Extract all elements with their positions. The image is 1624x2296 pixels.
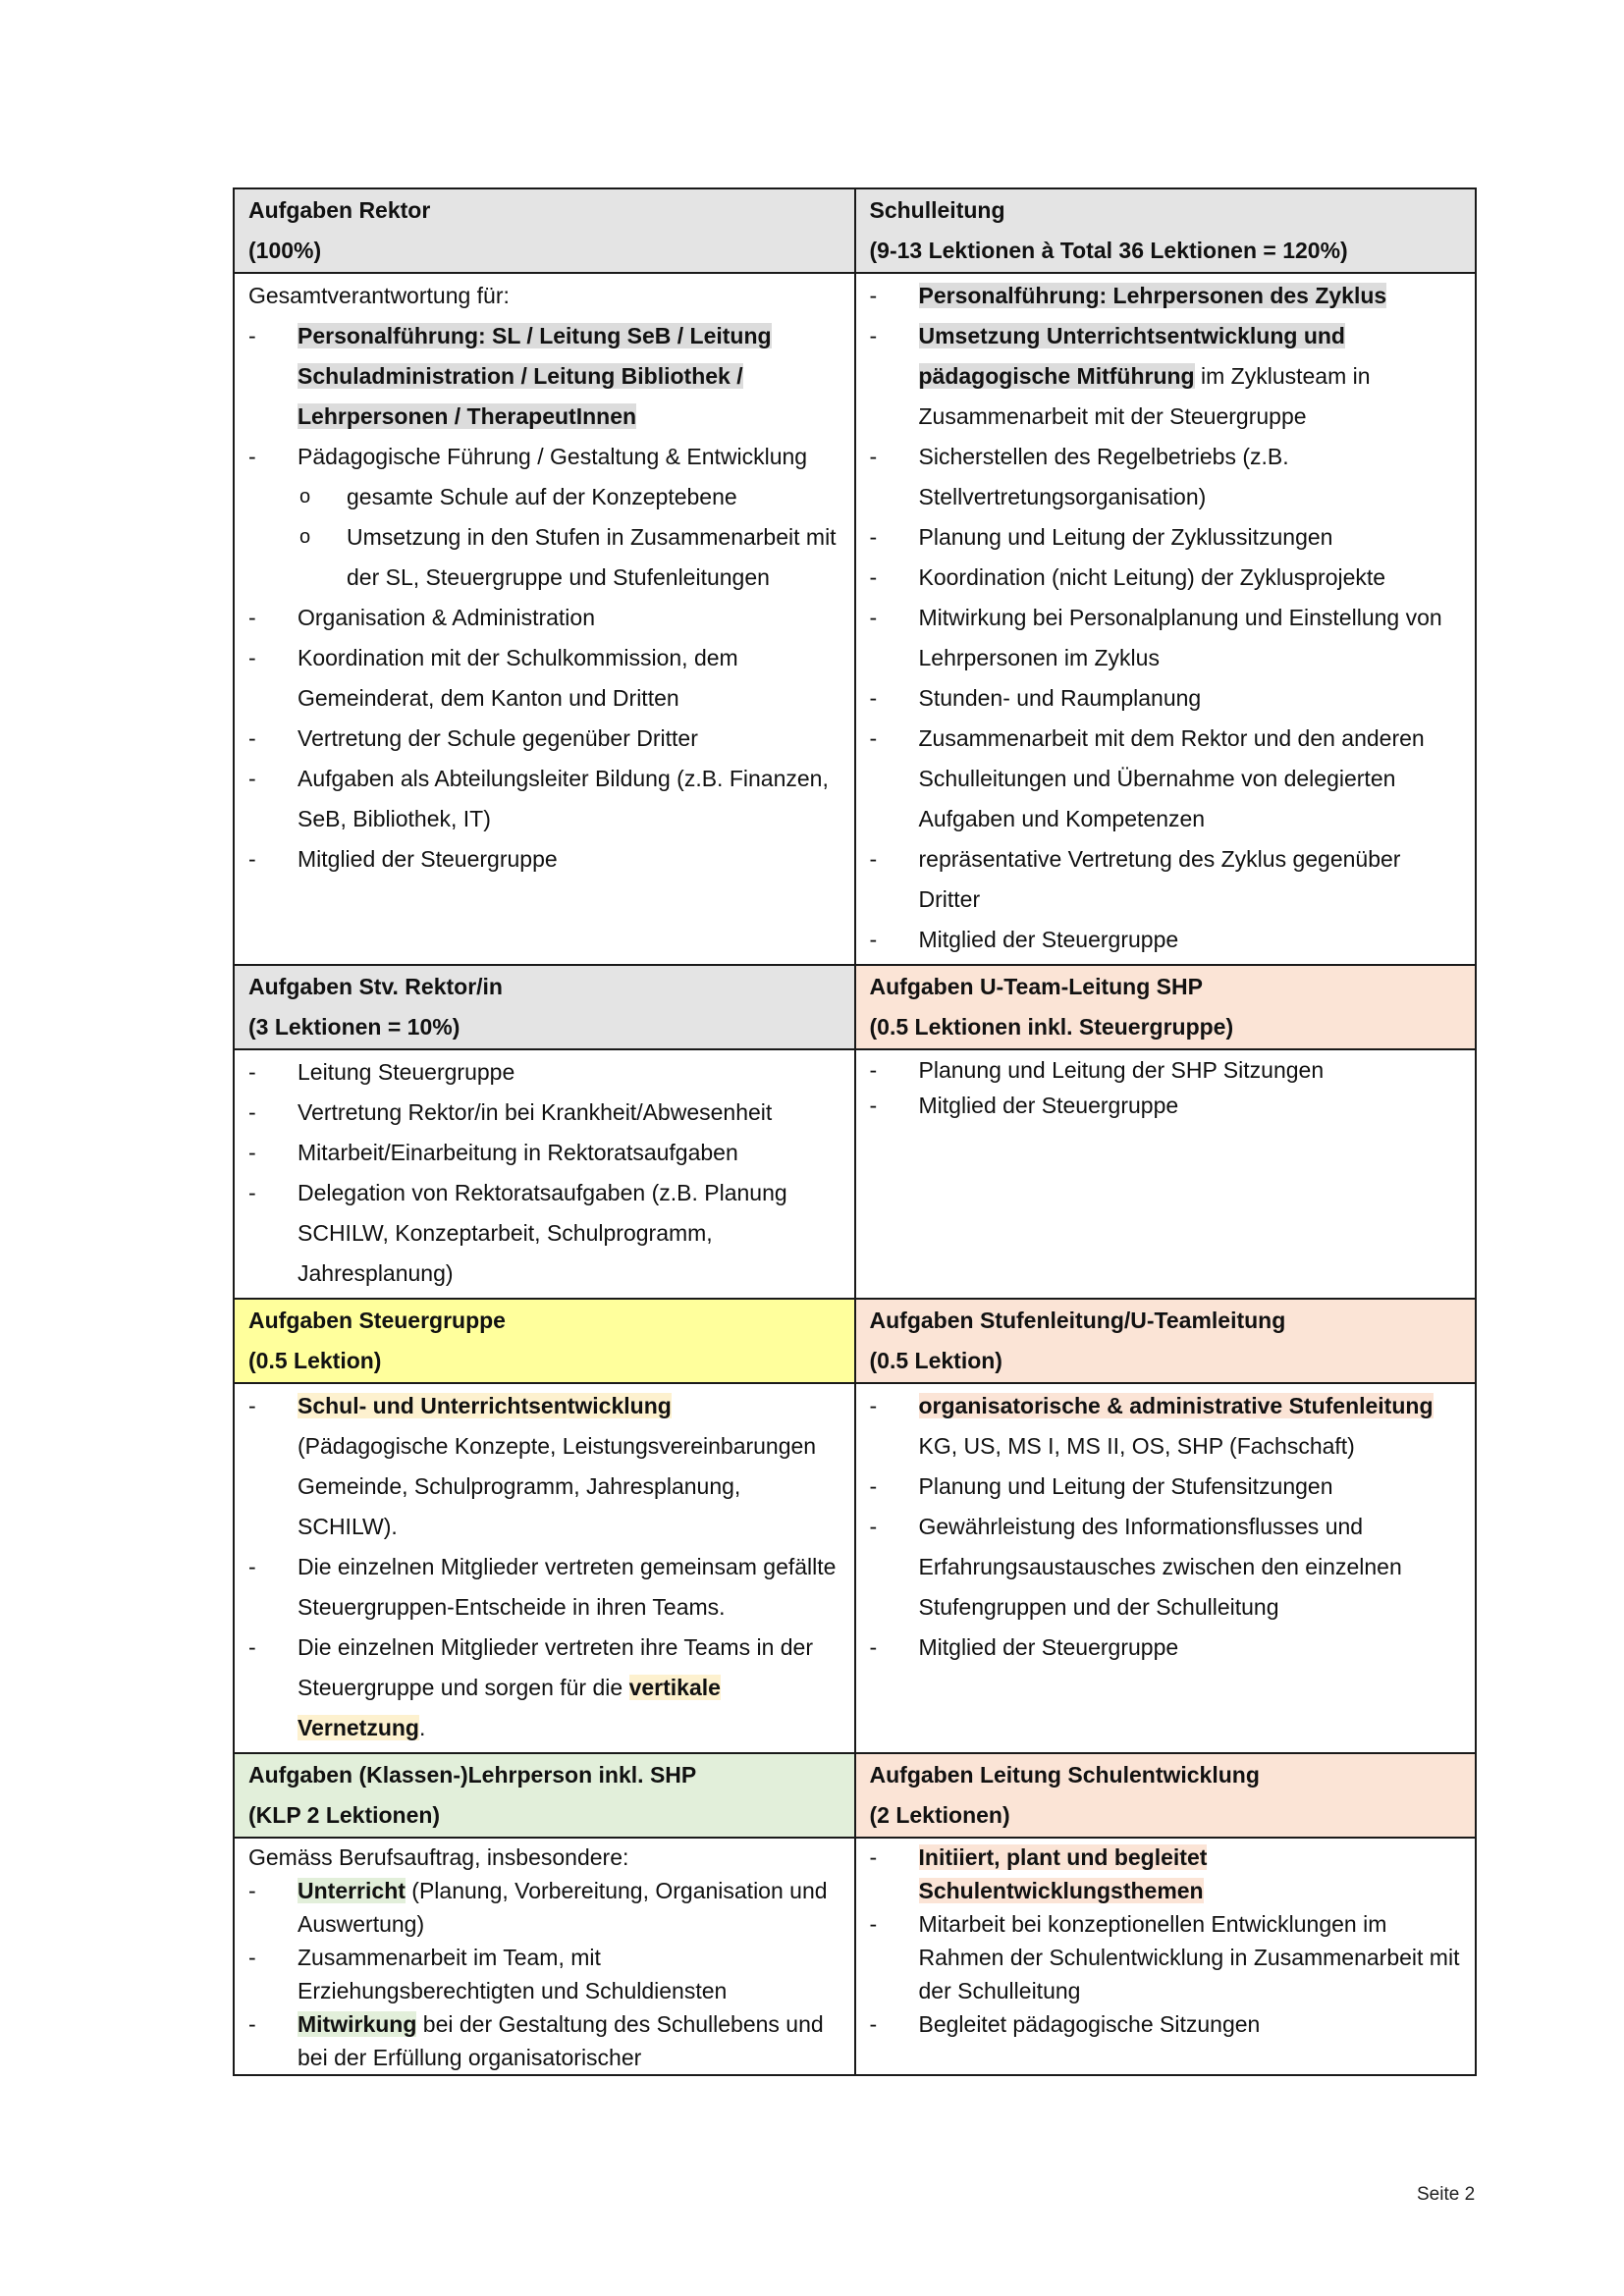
list-item: - Delegation von Rektoratsaufgaben (z.B. Planung SCHILW, Konzeptarbeit, Schulprogramm, Jahresplanung) [248, 1173, 840, 1294]
list-item: - Zusammenarbeit mit dem Rektor und den anderen Schulleitungen und Übernahme von delegierten Aufgaben und Kompetenzen [870, 719, 1462, 839]
head-title: Aufgaben (Klassen-)Lehrperson inkl. SHP [248, 1762, 697, 1788]
head-title: Aufgaben Stufenleitung/U-Teamleitung [869, 1308, 1286, 1333]
list-item: - Mitglied der Steuergruppe [870, 1628, 1462, 1668]
row-lehrperson-body [234, 1838, 1476, 2075]
list-item: - Mitglied der Steuergruppe [870, 1088, 1462, 1123]
sub-item: o gesamte Schule auf der Konzeptebene [248, 477, 840, 517]
row-steuergruppe-head [234, 1299, 1476, 1383]
body-rektor [234, 273, 855, 965]
list-item: - Koordination (nicht Leitung) der Zyklusprojekte [870, 558, 1462, 598]
head-uteam-shp [855, 965, 1477, 1049]
body-uteam-shp [855, 1049, 1477, 1299]
list-item: - repräsentative Vertretung des Zyklus gegenüber Dritter [870, 839, 1462, 920]
item-text: Pädagogische Führung / Gestaltung & Entwicklung [298, 444, 808, 469]
list-item [248, 1386, 840, 1547]
list-item: - Gewährleistung des Informationsflusses und Erfahrungsaustausches zwischen den einzelnen Stufengruppen und der Schulleitung [870, 1507, 1462, 1628]
head-steuergruppe [234, 1299, 855, 1383]
item-text: Die einzelnen Mitglieder vertreten ihre Teams in der Steuergruppe und sorgen für die [298, 1634, 814, 1700]
list-item: - Mitwirkung bei Personalplanung und Einstellung von Lehrpersonen im Zyklus [870, 598, 1462, 678]
body-stv-rektor [234, 1049, 855, 1299]
task-list [870, 1052, 1462, 1123]
intro-text: Gemäss Berufsauftrag, insbesondere: [248, 1844, 629, 1870]
head-sub: (9-13 Lektionen à Total 36 Lektionen = 120%) [869, 238, 1348, 263]
head-sub: (0.5 Lektion) [869, 1348, 1002, 1373]
task-list [248, 1386, 840, 1748]
head-title: Aufgaben Steuergruppe [248, 1308, 506, 1333]
list-item: - Koordination mit der Schulkommission, dem Gemeinderat, dem Kanton und Dritten [248, 638, 840, 719]
list-item: - Leitung Steuergruppe [248, 1052, 840, 1093]
list-item: - Mitarbeit/Einarbeitung in Rektoratsaufgaben [248, 1133, 840, 1173]
list-item: - Planung und Leitung der Zyklussitzungen [870, 517, 1462, 558]
head-stufenleitung [855, 1299, 1477, 1383]
list-item [870, 1841, 1462, 1907]
row-steuergruppe-body [234, 1383, 1476, 1753]
highlight-text: Unterricht [298, 1878, 406, 1903]
list-item: - Vertretung Rektor/in bei Krankheit/Abwesenheit [248, 1093, 840, 1133]
highlight-text: Personalführung: SL / Leitung SeB / Leitung Schuladministration / Leitung Bibliothek / Lehrpersonen / TherapeutInnen [298, 323, 772, 429]
head-sub: (KLP 2 Lektionen) [248, 1802, 441, 1828]
intro-text: Gesamtverantwortung für: [248, 283, 510, 308]
head-stv-rektor [234, 965, 855, 1049]
list-item: - Zusammenarbeit im Team, mit Erziehungsberechtigten und Schuldiensten [248, 1941, 840, 2007]
body-schulentwicklung [855, 1838, 1477, 2075]
head-sub: (100%) [248, 238, 322, 263]
list-item [870, 1386, 1462, 1467]
list-item: - Mitglied der Steuergruppe [870, 920, 1462, 960]
list-item [248, 2007, 840, 2074]
list-item: - Mitglied der Steuergruppe [248, 839, 840, 880]
body-stufenleitung [855, 1383, 1477, 1753]
sub-item: o Umsetzung in den Stufen in Zusammenarbeit mit der SL, Steuergruppe und Stufenleitungen [248, 517, 840, 598]
list-item [248, 316, 840, 437]
item-text: im Zyklusteam in Zusammenarbeit mit der Steuergruppe [918, 363, 1371, 429]
list-item: - Begleitet pädagogische Sitzungen [870, 2007, 1462, 2041]
list-item [870, 276, 1462, 316]
item-text: bei der Gestaltung des Schullebens und bei der Erfüllung organisatorischer [298, 2011, 824, 2070]
row-stv-head [234, 965, 1476, 1049]
body-lehrperson [234, 1838, 855, 2075]
highlight-text: Personalführung: Lehrpersonen des Zyklus [918, 283, 1387, 308]
highlight-text: Initiiert, plant und begleitet Schulentwicklungsthemen [918, 1844, 1208, 1903]
highlight-text: Mitwirkung [298, 2011, 417, 2037]
task-list [248, 1052, 840, 1294]
list-item: - Sicherstellen des Regelbetriebs (z.B. Stellvertretungsorganisation) [870, 437, 1462, 517]
highlight-text: Umsetzung Unterrichtsentwicklung und pädagogische Mitführung [918, 323, 1345, 389]
task-list [870, 1386, 1462, 1668]
task-list [248, 1874, 840, 2074]
head-sub: (2 Lektionen) [869, 1802, 1010, 1828]
task-list [248, 316, 840, 880]
body-steuergruppe [234, 1383, 855, 1753]
list-item: - Organisation & Administration [248, 598, 840, 638]
responsibilities-table [233, 187, 1477, 2076]
head-title: Aufgaben Rektor [248, 197, 431, 223]
list-item: - Vertretung der Schule gegenüber Dritter [248, 719, 840, 759]
item-text: (Planung, Vorbereitung, Organisation und Auswertung) [298, 1878, 828, 1937]
row-stv-body [234, 1049, 1476, 1299]
list-item [248, 1874, 840, 1941]
head-schulentwicklung [855, 1753, 1477, 1838]
row-rektor-head [234, 188, 1476, 273]
head-title: Aufgaben U-Team-Leitung SHP [869, 974, 1203, 999]
list-item [248, 1628, 840, 1748]
head-sub: (0.5 Lektionen inkl. Steuergruppe) [869, 1014, 1234, 1040]
head-rektor [234, 188, 855, 273]
list-item [870, 316, 1462, 437]
list-item: - Planung und Leitung der Stufensitzungen [870, 1467, 1462, 1507]
highlight-text: Schul- und Unterrichtsentwicklung [298, 1393, 672, 1418]
head-lehrperson [234, 1753, 855, 1838]
list-item: - Die einzelnen Mitglieder vertreten gemeinsam gefällte Steuergruppen-Entscheide in ihren Teams. [248, 1547, 840, 1628]
row-rektor-body [234, 273, 1476, 965]
item-text: KG, US, MS I, MS II, OS, SHP (Fachschaft) [918, 1433, 1355, 1459]
head-schulleitung [855, 188, 1477, 273]
page-number: Seite 2 [1417, 2184, 1476, 2205]
task-list [870, 1841, 1462, 2041]
list-item: - Planung und Leitung der SHP Sitzungen [870, 1052, 1462, 1088]
task-list [870, 276, 1462, 960]
head-title: Aufgaben Stv. Rektor/in [248, 974, 503, 999]
head-sub: (3 Lektionen = 10%) [248, 1014, 460, 1040]
item-text: (Pädagogische Konzepte, Leistungsvereinbarungen Gemeinde, Schulprogramm, Jahresplanung, SCHILW). [298, 1433, 817, 1539]
list-item [248, 437, 840, 598]
sub-list [248, 477, 840, 598]
list-item: - Stunden- und Raumplanung [870, 678, 1462, 719]
head-title: Aufgaben Leitung Schulentwicklung [869, 1762, 1260, 1788]
item-end: . [418, 1715, 426, 1740]
body-schulleitung [855, 273, 1477, 965]
list-item: - Mitarbeit bei konzeptionellen Entwicklungen im Rahmen der Schulentwicklung in Zusammenarbeit mit der Schulleitung [870, 1907, 1462, 2007]
row-lehrperson-head [234, 1753, 1476, 1838]
highlight-text: organisatorische & administrative Stufenleitung [918, 1393, 1434, 1418]
highlight-text: vertikale Vernetzung [298, 1675, 721, 1740]
head-sub: (0.5 Lektion) [248, 1348, 382, 1373]
head-title: Schulleitung [869, 197, 1005, 223]
list-item: - Aufgaben als Abteilungsleiter Bildung (z.B. Finanzen, SeB, Bibliothek, IT) [248, 759, 840, 839]
